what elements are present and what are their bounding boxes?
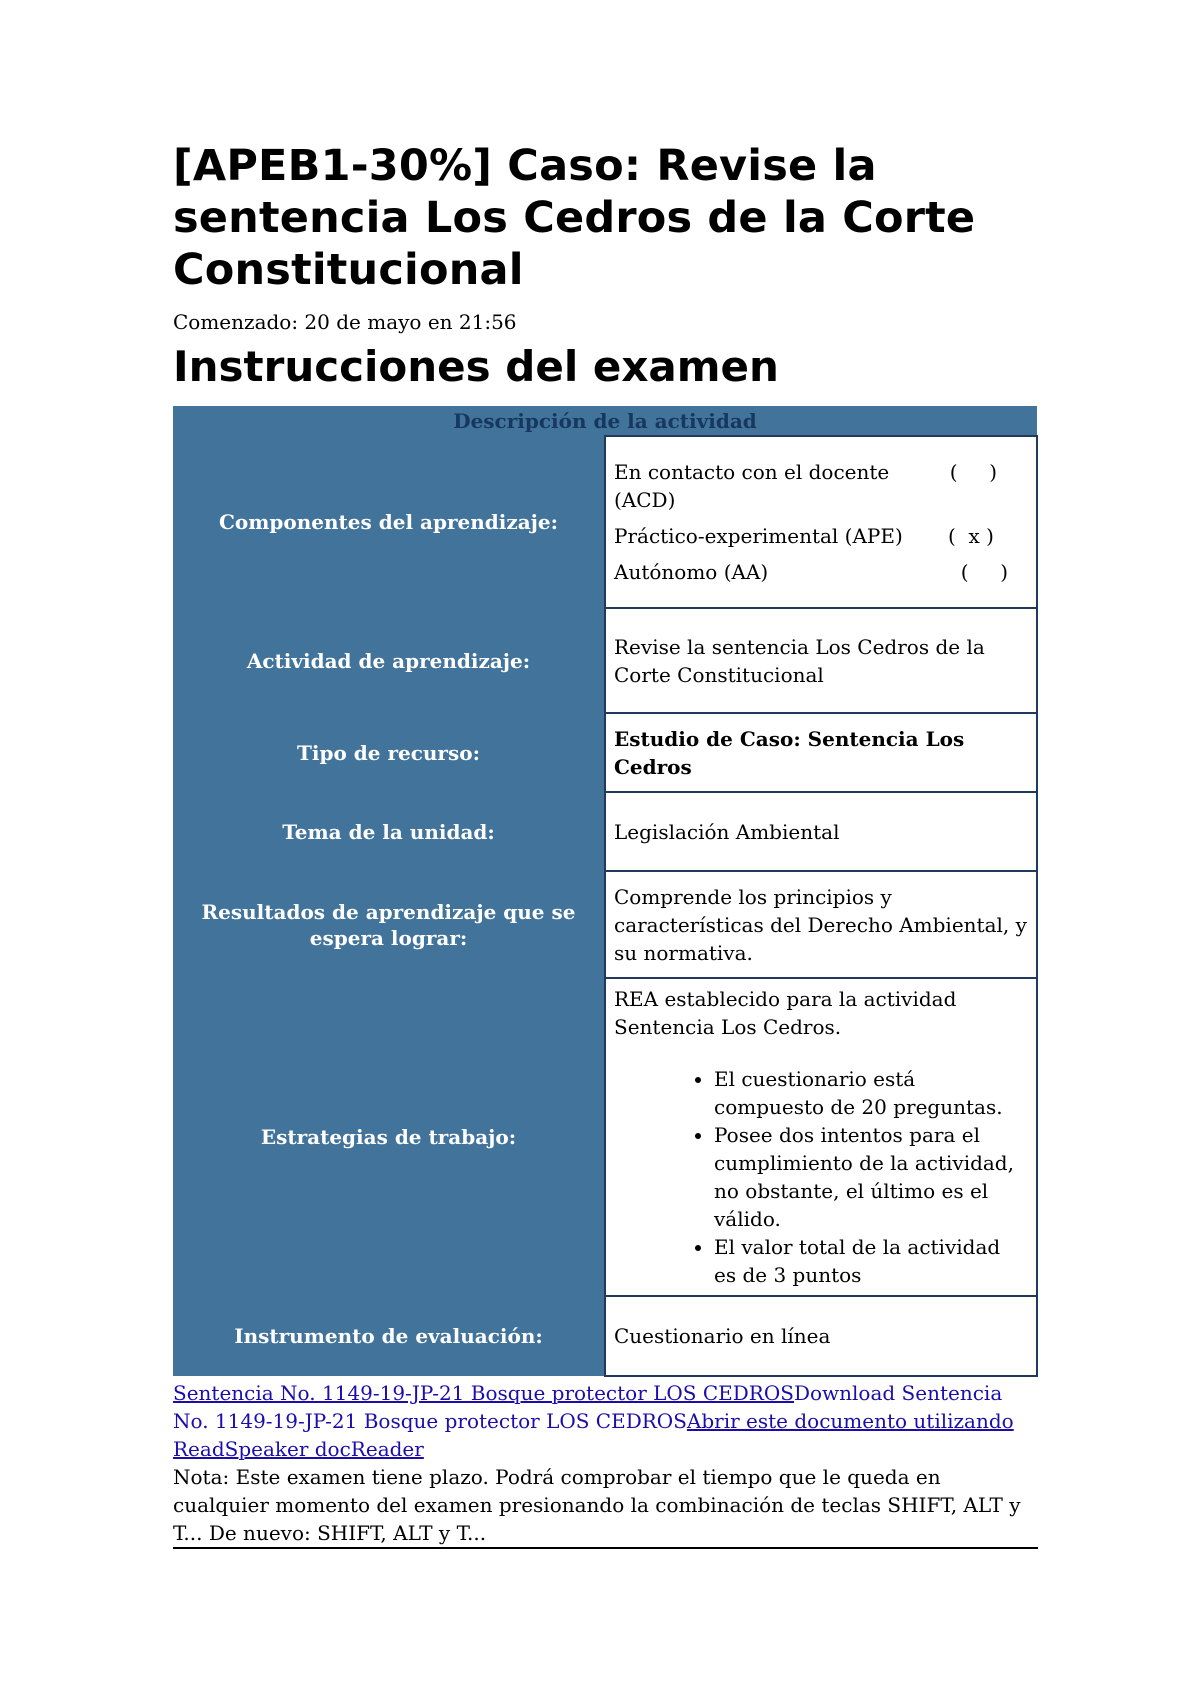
components-value — [605, 436, 1037, 608]
component-acd: En contacto con el docente (ACD) ( ) — [614, 460, 998, 512]
started-timestamp: Comenzado: 20 de mayo en 21:56 — [173, 310, 517, 334]
docreader-link[interactable]: Abrir este documento utilizando ReadSpeaker docReader — [173, 1409, 1014, 1461]
components-label: Componentes del aprendizaje: — [173, 436, 605, 608]
exam-page — [173, 140, 1038, 1549]
results-label: Resultados de aprendizaje que se espera lograr: — [173, 871, 605, 978]
sentencia-link[interactable]: Sentencia No. 1149-19-JP-21 Bosque protector LOS CEDROS — [173, 1381, 794, 1405]
resource-label: Tipo de recurso: — [173, 713, 605, 792]
results-value: Comprende los principios y características del Derecho Ambiental, y su normativa. — [605, 871, 1037, 978]
strategies-intro: REA establecido para la actividad Sentencia Los Cedros. — [614, 987, 957, 1039]
component-ape: Práctico-experimental (APE) ( x ) — [614, 524, 994, 548]
instructions-heading: Instrucciones del examen — [173, 342, 779, 391]
activity-value: Revise la sentencia Los Cedros de la Corte Constitucional — [605, 608, 1037, 713]
instrument-value: Cuestionario en línea — [605, 1296, 1037, 1376]
exam-time-note: Nota: Este examen tiene plazo. Podrá comprobar el tiempo que le queda en cualquier momento del examen presionando la combinación de teclas SHIFT, ALT y T... De nuevo: SHIFT, ALT y T... — [173, 1463, 1038, 1549]
list-item: • Posee dos intentos para el cumplimiento de la actividad, no obstante, el último es el válido. — [714, 1121, 1028, 1233]
document-links — [173, 1379, 1038, 1463]
activity-description-table — [173, 406, 1038, 1377]
unit-topic-label: Tema de la unidad: — [173, 792, 605, 871]
resource-value: Estudio de Caso: Sentencia Los Cedros — [605, 713, 1037, 792]
activity-label: Actividad de aprendizaje: — [173, 608, 605, 713]
page-title: [APEB1-30%] Caso: Revise la sentencia Los Cedros de la Corte Constitucional — [173, 141, 976, 295]
unit-topic-value: Legislación Ambiental — [605, 792, 1037, 871]
list-item: • El valor total de la actividad es de 3 puntos — [714, 1233, 1028, 1289]
strategies-list — [614, 1065, 1028, 1289]
table-heading: Descripción de la actividad — [173, 406, 1037, 436]
download-sentencia-link[interactable]: Download Sentencia No. 1149-19-JP-21 Bosque protector LOS CEDROS — [173, 1381, 1003, 1433]
instrument-label: Instrumento de evaluación: — [173, 1296, 605, 1376]
strategies-label: Estrategias de trabajo: — [173, 978, 605, 1296]
component-aa: Autónomo (AA) ( ) — [614, 560, 1009, 584]
list-item: • El cuestionario está compuesto de 20 preguntas. — [714, 1065, 1028, 1121]
strategies-value — [605, 978, 1037, 1296]
